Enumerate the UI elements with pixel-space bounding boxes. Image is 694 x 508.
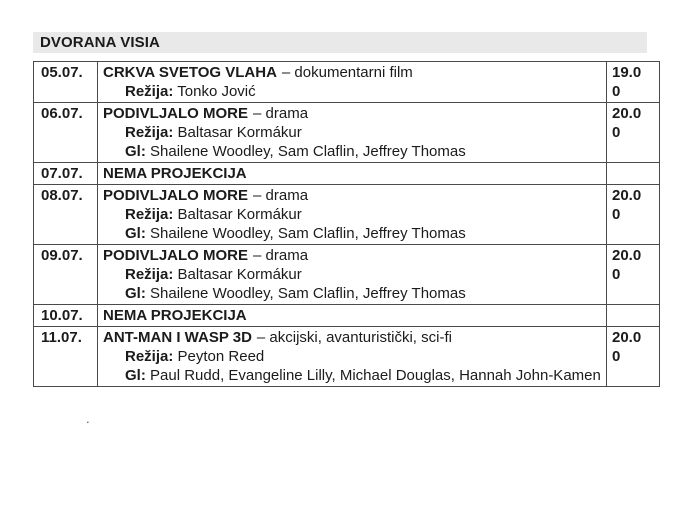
director-name: Tonko Jović — [177, 83, 256, 100]
showtime: 19.00 — [612, 64, 642, 100]
table-row — [34, 162, 659, 184]
film-genre: – drama — [253, 247, 309, 264]
stray-dot: . — [86, 411, 90, 426]
section-heading: DVORANA VISIA — [40, 34, 160, 51]
table-row — [34, 102, 659, 162]
no-screening-label: NEMA PROJEKCIJA — [103, 307, 247, 324]
film-title: PODIVLJALO MORE — [103, 247, 249, 264]
title-line — [103, 63, 602, 82]
showtime: 20.00 — [612, 187, 642, 223]
director-name: Peyton Reed — [177, 348, 265, 365]
title-line — [103, 328, 602, 347]
director-label: Režija: — [125, 266, 174, 283]
time-cell — [606, 185, 659, 244]
cast-names: Paul Rudd, Evangeline Lilly, Michael Douglas, Hannah John-Kamen — [150, 367, 601, 384]
director-name: Baltasar Kormákur — [177, 124, 302, 141]
film-title: PODIVLJALO MORE — [103, 105, 249, 122]
director-label: Režija: — [125, 206, 174, 223]
cast-names: Shailene Woodley, Sam Claflin, Jeffrey Thomas — [150, 285, 466, 302]
cast-line — [103, 142, 602, 161]
film-genre: – akcijski, avanturistički, sci-fi — [256, 329, 452, 346]
cast-label: Gl: — [125, 367, 146, 384]
director-line — [103, 265, 602, 284]
film-cell — [98, 163, 606, 184]
showtime: 20.00 — [612, 329, 642, 365]
time-cell — [606, 62, 659, 102]
time-cell — [606, 305, 659, 326]
director-name: Baltasar Kormákur — [177, 206, 302, 223]
title-line — [103, 104, 602, 123]
date-cell: 11.07. — [34, 327, 98, 386]
director-line — [103, 347, 602, 366]
director-line — [103, 123, 602, 142]
film-cell — [98, 103, 606, 162]
film-genre: – dokumentarni film — [281, 64, 413, 81]
cast-names: Shailene Woodley, Sam Claflin, Jeffrey Thomas — [150, 143, 466, 160]
director-label: Režija: — [125, 83, 174, 100]
title-line — [103, 246, 602, 265]
date-cell: 09.07. — [34, 245, 98, 304]
table-row — [34, 244, 659, 304]
schedule-table — [33, 61, 660, 387]
title-line — [103, 164, 602, 183]
time-cell — [606, 327, 659, 386]
film-cell — [98, 185, 606, 244]
film-cell — [98, 305, 606, 326]
table-row — [34, 304, 659, 326]
title-line — [103, 306, 602, 325]
cast-line — [103, 224, 602, 243]
cast-line — [103, 366, 602, 385]
section-heading-bar — [33, 32, 647, 53]
time-cell — [606, 103, 659, 162]
date-cell: 08.07. — [34, 185, 98, 244]
director-label: Režija: — [125, 124, 174, 141]
film-cell — [98, 62, 606, 102]
date-cell: 05.07. — [34, 62, 98, 102]
director-label: Režija: — [125, 348, 174, 365]
film-cell — [98, 327, 606, 386]
film-title: CRKVA SVETOG VLAHA — [103, 64, 277, 81]
director-line — [103, 205, 602, 224]
director-line — [103, 82, 602, 101]
date-cell: 10.07. — [34, 305, 98, 326]
film-title: ANT-MAN I WASP 3D — [103, 329, 252, 346]
no-screening-label: NEMA PROJEKCIJA — [103, 165, 247, 182]
film-genre: – drama — [253, 187, 309, 204]
table-row — [34, 326, 659, 386]
title-line — [103, 186, 602, 205]
film-genre: – drama — [253, 105, 309, 122]
date-cell: 07.07. — [34, 163, 98, 184]
table-row — [34, 184, 659, 244]
showtime: 20.00 — [612, 105, 642, 141]
film-title: PODIVLJALO MORE — [103, 187, 249, 204]
date-cell: 06.07. — [34, 103, 98, 162]
cast-label: Gl: — [125, 285, 146, 302]
film-cell — [98, 245, 606, 304]
cast-label: Gl: — [125, 143, 146, 160]
cast-label: Gl: — [125, 225, 146, 242]
director-name: Baltasar Kormákur — [177, 266, 302, 283]
time-cell — [606, 163, 659, 184]
cast-names: Shailene Woodley, Sam Claflin, Jeffrey Thomas — [150, 225, 466, 242]
table-row — [34, 62, 659, 102]
time-cell — [606, 245, 659, 304]
cast-line — [103, 284, 602, 303]
showtime: 20.00 — [612, 247, 642, 283]
